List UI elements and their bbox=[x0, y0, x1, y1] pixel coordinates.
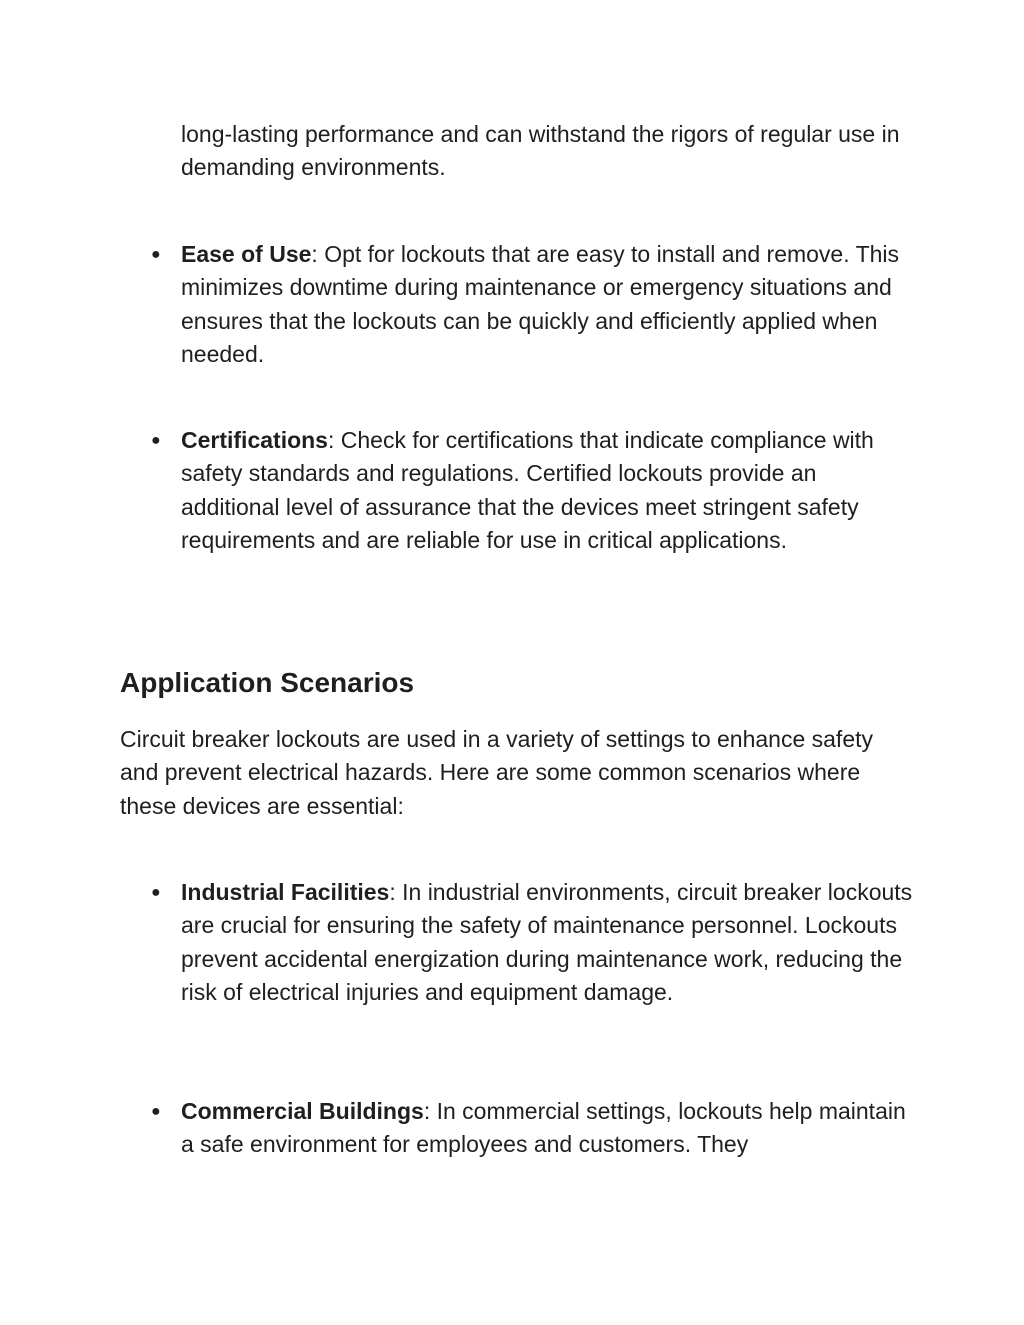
scenario-item-industrial-facilities bbox=[151, 876, 921, 1009]
feature-separator: : bbox=[327, 427, 341, 453]
bullet-icon: ● bbox=[151, 246, 161, 263]
intro-continuation-text: long-lasting performance and can withstand the rigors of regular use in demanding environments. bbox=[181, 121, 900, 181]
scenario-description: In industrial environments, circuit breaker lockouts are crucial for ensuring the safety of maintenance personnel. Lockouts prevent accidental energization during maintenance work, reducing the risk of electrical injuries and equipment damage. bbox=[181, 879, 913, 1005]
feature-item-certifications bbox=[151, 424, 921, 557]
bullet-icon: ● bbox=[151, 1103, 161, 1120]
feature-separator: : bbox=[311, 241, 325, 267]
scenario-term: Industrial Facilities bbox=[181, 879, 390, 905]
feature-description: Opt for lockouts that are easy to install and remove. This minimizes downtime during maintenance or emergency situations and ensures that the lockouts can be quickly and efficiently applied when needed. bbox=[181, 241, 900, 367]
scenario-separator: : bbox=[423, 1098, 437, 1124]
feature-term: Ease of Use bbox=[181, 241, 312, 267]
feature-item-ease-of-use bbox=[151, 238, 921, 371]
scenario-item-commercial-buildings bbox=[151, 1095, 921, 1162]
section-heading: Application Scenarios bbox=[120, 667, 415, 698]
feature-description: Check for certifications that indicate compliance with safety standards and regulations. Certified lockouts provide an additional level of assurance that the devices meet stringent safety requirements and are reliable for use in critical applications. bbox=[181, 427, 874, 553]
scenario-separator: : bbox=[389, 879, 403, 905]
bullet-icon: ● bbox=[151, 884, 161, 901]
section-paragraph: Circuit breaker lockouts are used in a variety of settings to enhance safety and prevent electrical hazards. Here are some common scenarios where these devices are essential: bbox=[120, 726, 874, 819]
scenario-description: In commercial settings, lockouts help maintain a safe environment for employees and customers. They bbox=[181, 1098, 906, 1158]
scenario-term: Commercial Buildings bbox=[181, 1098, 424, 1124]
feature-term: Certifications bbox=[181, 427, 328, 453]
bullet-icon: ● bbox=[151, 432, 161, 449]
